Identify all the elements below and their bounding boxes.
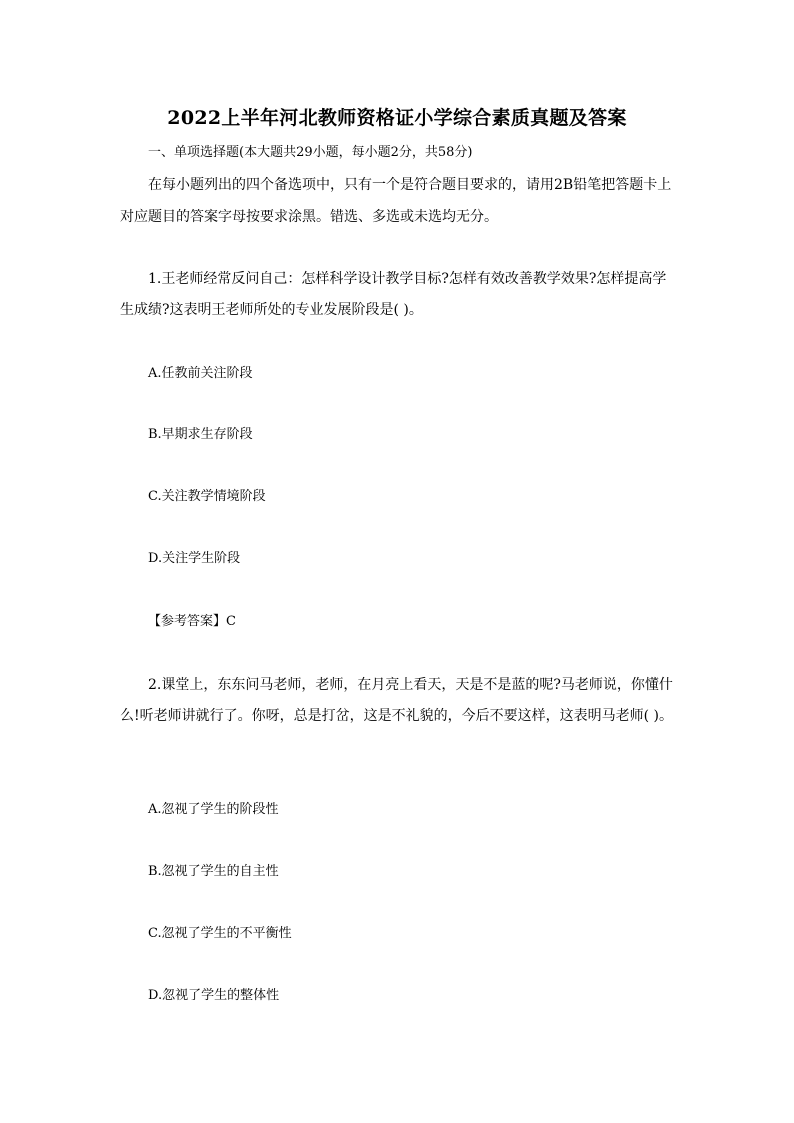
question-2-stem-line-2: 么!听老师讲就行了。你呀，总是打岔，这是不礼貌的，今后不要这样，这表明马老师( )。 — [120, 708, 673, 724]
question-2-option-c: C.忽视了学生的不平衡性 — [148, 926, 292, 941]
question-1-stem-line-1: 1.王老师经常反问自己：怎样科学设计教学目标?怎样有效改善教学效果?怎样提高学 — [148, 271, 667, 287]
answer-value: C — [226, 614, 236, 629]
answer-label: 【参考答案】 — [148, 614, 227, 629]
question-1-option-d: D.关注学生阶段 — [148, 551, 241, 566]
question-2-option-b: B.忽视了学生的自主性 — [148, 864, 279, 879]
document-title: 2022上半年河北教师资格证小学综合素质真题及答案 — [167, 107, 627, 129]
instructions-line-2: 对应题目的答案字母按要求涂黑。错选、多选或未选均无分。 — [120, 209, 498, 225]
section-heading: 一、单项选择题(本大题共29小题，每小题2分，共58分) — [148, 145, 473, 160]
question-2-option-a: A.忽视了学生的阶段性 — [148, 802, 279, 817]
question-2-stem-line-1: 2.课堂上，东东问马老师，老师，在月亮上看天，天是不是蓝的呢?马老师说，你懂什 — [148, 677, 673, 693]
question-1-option-a: A.任教前关注阶段 — [148, 366, 253, 381]
question-1-option-c: C.关注教学情境阶段 — [148, 489, 266, 504]
question-1-answer — [148, 612, 236, 632]
instructions-line-1: 在每小题列出的四个备选项中，只有一个是符合题目要求的，请用2B铅笔把答题卡上 — [148, 177, 672, 193]
question-2-option-d: D.忽视了学生的整体性 — [148, 988, 280, 1003]
question-1-option-b: B.早期求生存阶段 — [148, 427, 253, 442]
question-1-stem-line-2: 生成绩?这表明王老师所处的专业发展阶段是( )。 — [120, 302, 423, 318]
